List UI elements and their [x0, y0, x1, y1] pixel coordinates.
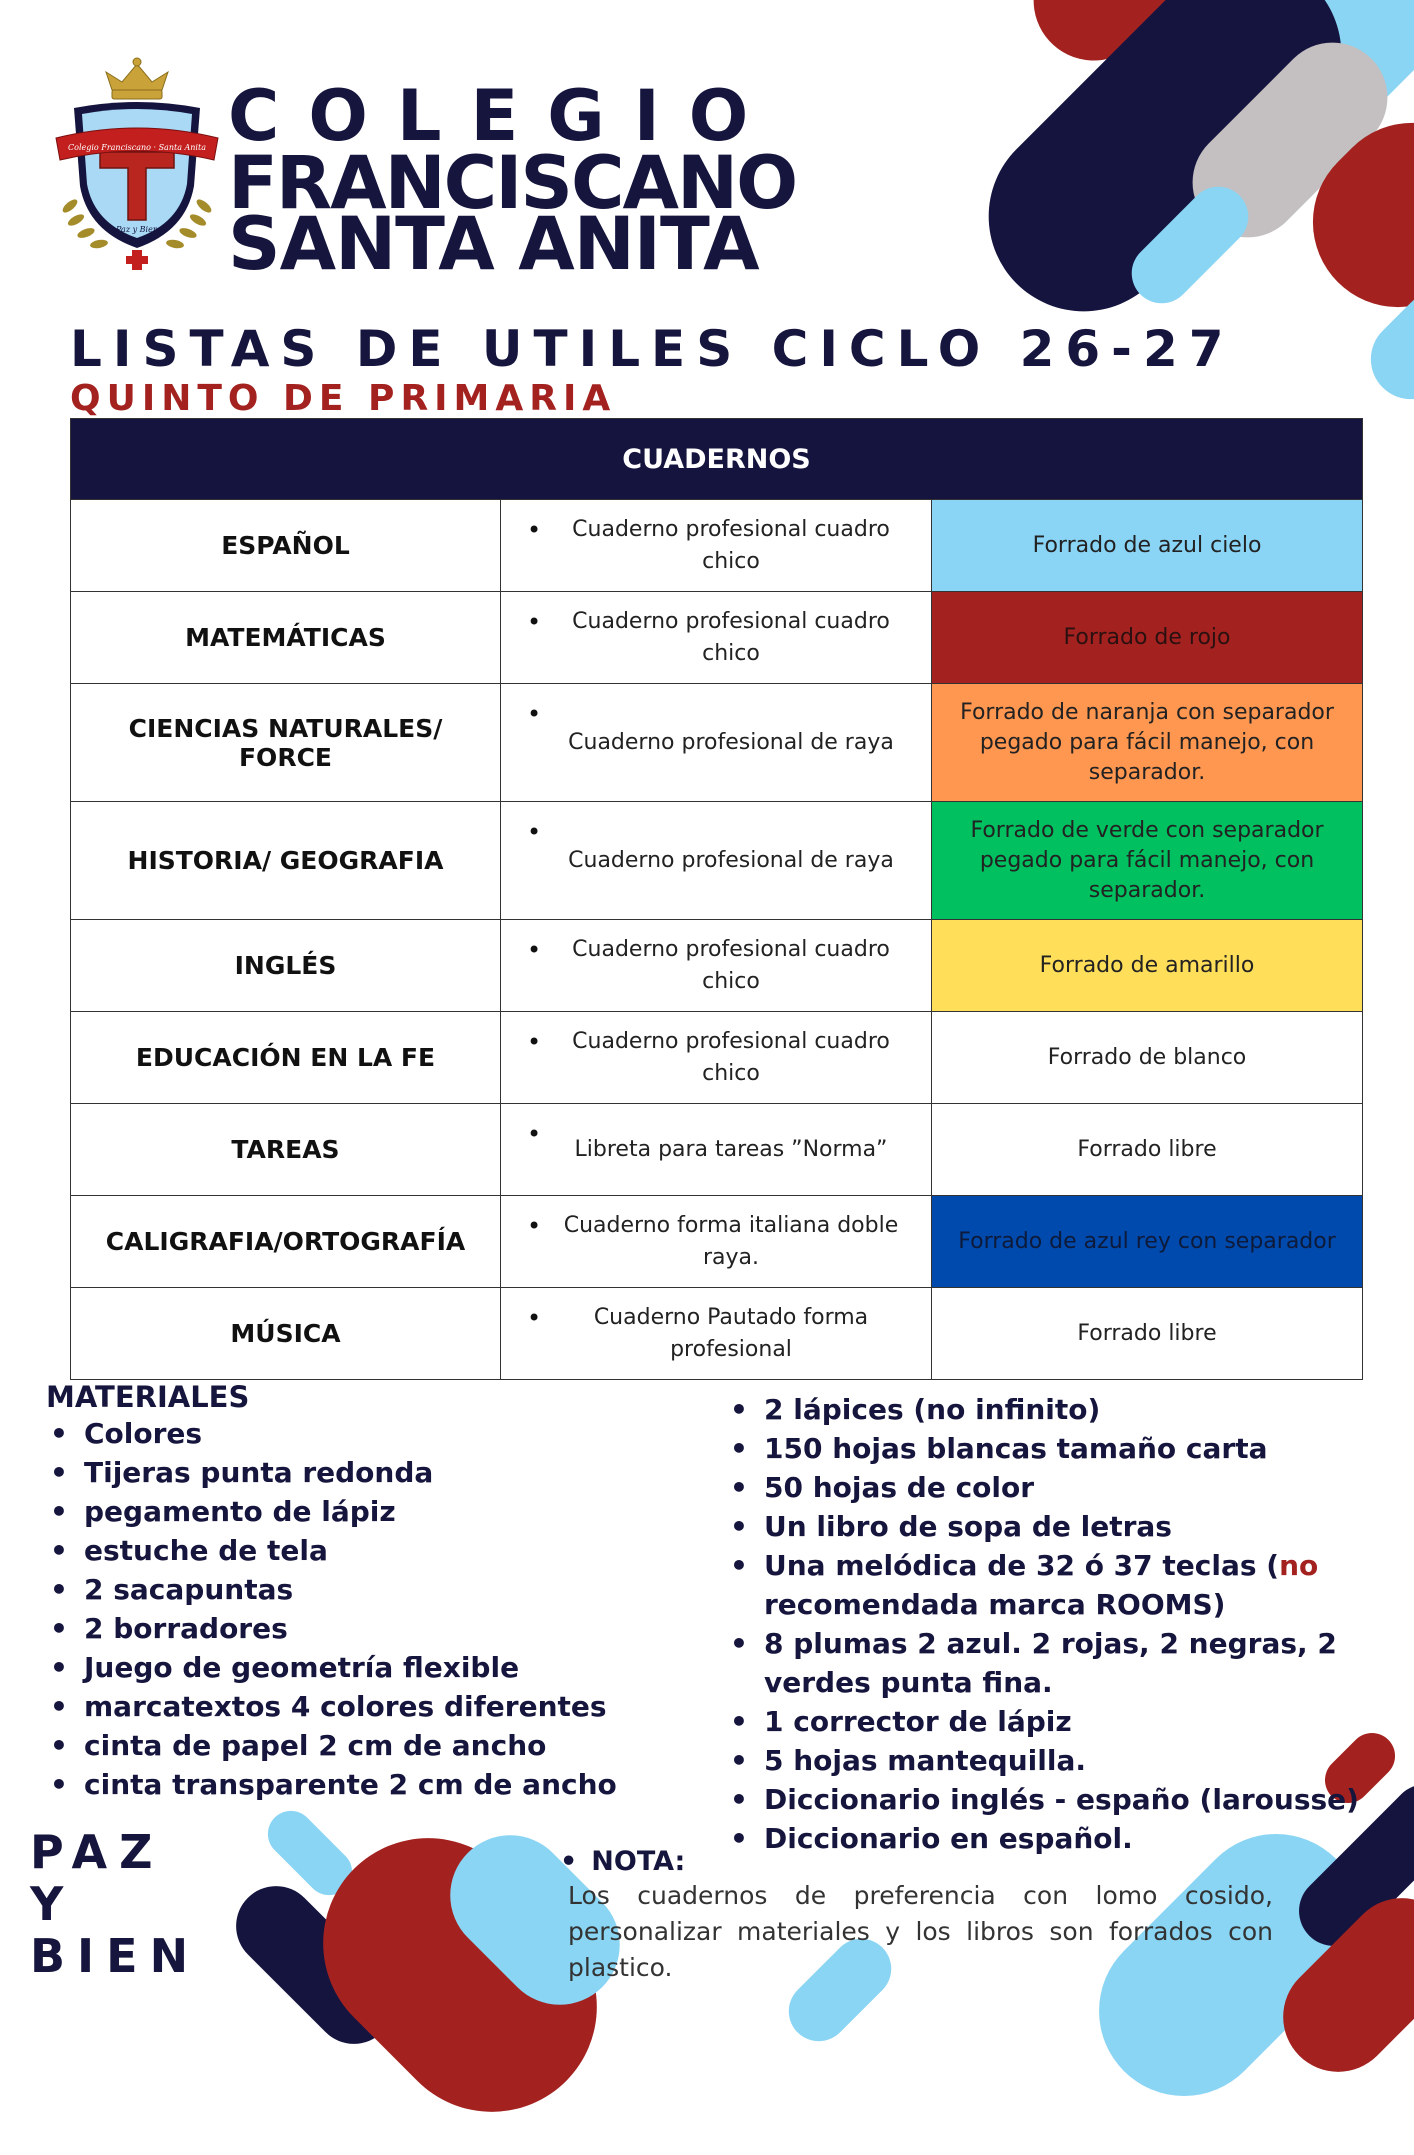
notebooks-table	[70, 418, 1363, 1380]
list-item: • Tijeras punta redonda	[84, 1453, 644, 1492]
page-title: LISTAS DE UTILES CICLO 26-27	[70, 320, 1235, 378]
materials-heading: MATERIALES	[46, 1380, 250, 1414]
list-item: • Juego de geometría flexible	[84, 1648, 644, 1687]
materials-list-right	[764, 1390, 1390, 1858]
table-row	[71, 802, 1363, 920]
list-item: • 2 lápices (no infinito)	[764, 1390, 1390, 1429]
subject-cell: EDUCACIÓN EN LA FE	[71, 1012, 501, 1104]
subject-cell: ESPAÑOL	[71, 500, 501, 592]
subject-cell: CALIGRAFIA/ORTOGRAFÍA	[71, 1196, 501, 1288]
notebooks-body	[71, 500, 1363, 1380]
cover-cell: Forrado de naranja con separador pegado para fácil manejo, con separador.	[932, 684, 1363, 802]
list-item: • Diccionario en español.	[764, 1819, 1390, 1858]
list-item-text: recomendada marca ROOMS)	[764, 1588, 1226, 1621]
list-item: • Un libro de sopa de letras	[764, 1507, 1390, 1546]
table-row	[71, 500, 1363, 592]
cover-cell: Forrado de blanco	[932, 1012, 1363, 1104]
list-item: • 5 hojas mantequilla.	[764, 1741, 1390, 1780]
motto-line: Y	[30, 1877, 76, 1931]
list-item: • pegamento de lápiz	[84, 1492, 644, 1531]
list-item: • Colores	[84, 1414, 644, 1453]
table-row	[71, 1012, 1363, 1104]
table-row	[71, 592, 1363, 684]
list-item: • estuche de tela	[84, 1531, 644, 1570]
list-item: • 2 sacapuntas	[84, 1570, 644, 1609]
list-item: • marcatextos 4 colores diferentes	[84, 1687, 644, 1726]
list-item-highlight: no	[1279, 1549, 1319, 1582]
notebook-cell: • Cuaderno profesional de raya	[501, 684, 932, 802]
cover-cell: Forrado de azul rey con separador	[932, 1196, 1363, 1288]
list-item: • Diccionario inglés - españo (larousse)	[764, 1780, 1390, 1819]
nota-text: Los cuadernos de preferencia con lomo cosido, personalizar materiales y los libros son forrados con plastico.	[568, 1881, 1273, 1982]
cover-cell: Forrado de rojo	[932, 592, 1363, 684]
notebook-cell: • Cuaderno forma italiana doble raya.	[501, 1196, 932, 1288]
school-crest	[52, 56, 222, 271]
paz-y-bien-motto	[30, 1826, 200, 1982]
notebook-cell: • Cuaderno profesional cuadro chico	[501, 1012, 932, 1104]
notebook-cell: • Cuaderno profesional de raya	[501, 802, 932, 920]
subject-cell: MATEMÁTICAS	[71, 592, 501, 684]
list-item: • cinta transparente 2 cm de ancho	[84, 1765, 644, 1804]
list-item: • 150 hojas blancas tamaño carta	[764, 1429, 1390, 1468]
subject-cell: TAREAS	[71, 1104, 501, 1196]
school-name-line1: COLEGIO	[228, 75, 778, 157]
notebook-cell: • Cuaderno Pautado forma profesional	[501, 1288, 932, 1380]
table-row	[71, 1196, 1363, 1288]
motto-line: BIEN	[30, 1929, 201, 1983]
nota-label: • NOTA:	[560, 1846, 685, 1877]
school-name-line3: SANTA ANITA	[228, 202, 759, 287]
cover-cell: Forrado de amarillo	[932, 920, 1363, 1012]
table-row	[71, 684, 1363, 802]
table-row	[71, 1104, 1363, 1196]
crest-motto-text: Paz y Bien	[116, 225, 158, 234]
table-row	[71, 1288, 1363, 1380]
grade-subtitle: QUINTO DE PRIMARIA	[70, 378, 617, 419]
notebook-cell: • Cuaderno profesional cuadro chico	[501, 920, 932, 1012]
subject-cell: MÚSICA	[71, 1288, 501, 1380]
notebooks-header-row	[71, 419, 1363, 500]
cover-cell: Forrado de azul cielo	[932, 500, 1363, 592]
subject-cell: INGLÉS	[71, 920, 501, 1012]
motto-line: PAZ	[30, 1825, 165, 1879]
subject-cell: CIENCIAS NATURALES/ FORCE	[71, 684, 501, 802]
list-item-text: Una melódica de 32 ó 37 teclas (	[764, 1549, 1280, 1582]
notebook-cell: • Libreta para tareas ”Norma”	[501, 1104, 932, 1196]
school-name	[228, 75, 797, 287]
table-row	[71, 920, 1363, 1012]
cover-cell: Forrado libre	[932, 1104, 1363, 1196]
list-item: • 50 hojas de color	[764, 1468, 1390, 1507]
list-item: • cinta de papel 2 cm de ancho	[84, 1726, 644, 1765]
notebook-cell: • Cuaderno profesional cuadro chico	[501, 500, 932, 592]
crest-banner-text: Colegio Franciscano · Santa Anita	[68, 143, 206, 152]
cover-cell: Forrado libre	[932, 1288, 1363, 1380]
list-item	[764, 1546, 1390, 1624]
subject-cell: HISTORIA/ GEOGRAFIA	[71, 802, 501, 920]
list-item: • 1 corrector de lápiz	[764, 1702, 1390, 1741]
list-item: • 2 borradores	[84, 1609, 644, 1648]
list-item: • 8 plumas 2 azul. 2 rojas, 2 negras, 2 verdes punta fina.	[764, 1624, 1390, 1702]
school-name-line2: FRANCISCANO	[228, 141, 797, 226]
notebooks-heading: CUADERNOS	[71, 419, 1363, 500]
materials-list-left	[84, 1414, 644, 1804]
notebook-cell: • Cuaderno profesional cuadro chico	[501, 592, 932, 684]
cover-cell: Forrado de verde con separador pegado para fácil manejo, con separador.	[932, 802, 1363, 920]
